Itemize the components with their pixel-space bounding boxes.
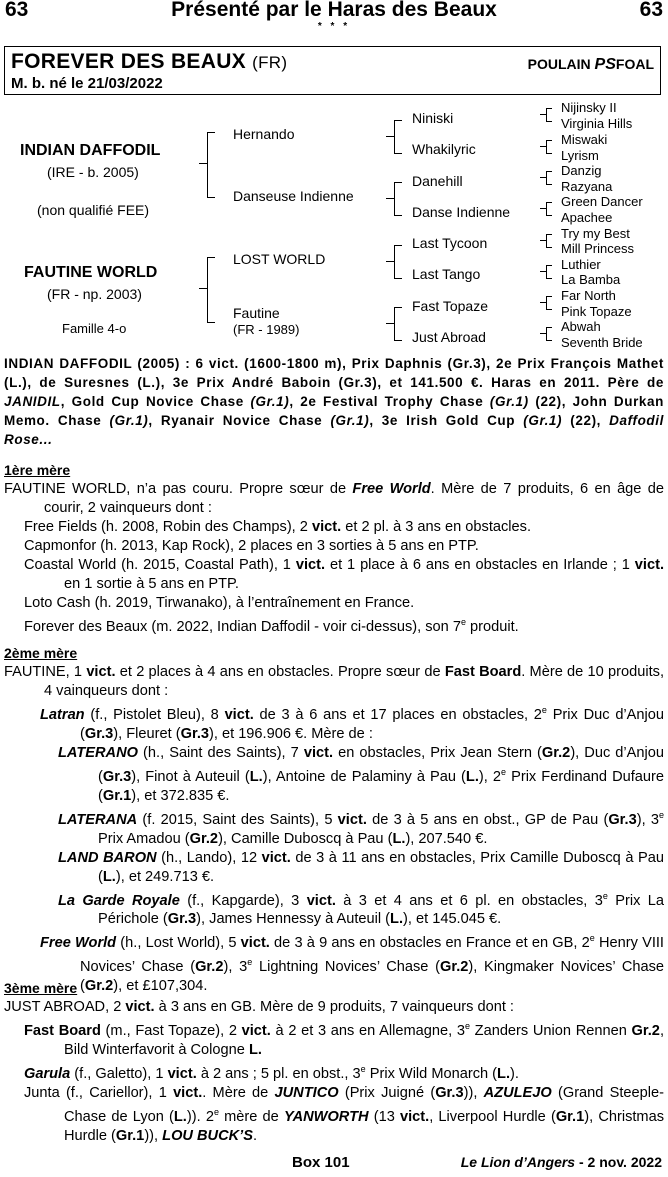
text: . [252, 1127, 258, 1144]
grade: L. [102, 868, 116, 885]
brace [546, 234, 552, 248]
produce-land-baron [4, 849, 664, 887]
text: . Mère de 7 produits, 6 en âge de courir, 2 vainqueurs dont : [44, 481, 664, 516]
text: ), Antoine de Palaminy à Pau ( [262, 768, 466, 785]
text: (f., Kapgarde), 3 [179, 892, 307, 909]
vict: vict. [241, 1022, 271, 1039]
vict: vict. [125, 999, 155, 1015]
first-dam-section [4, 461, 664, 637]
gen3-2: Whakilyric [412, 141, 476, 157]
sire-text: (22), [562, 413, 610, 428]
grade: L. [173, 1108, 187, 1125]
vict: vict. [240, 935, 270, 952]
text: )). 2 [186, 1108, 214, 1125]
grade: Gr.1 [555, 1108, 585, 1125]
garula: Garula [24, 1065, 71, 1082]
produce-la-garde-royale [4, 887, 664, 930]
gen4-8: Apachee [561, 210, 613, 225]
produce-latran [4, 701, 664, 744]
sup: e [658, 809, 664, 820]
gen4-15: Abwah [561, 319, 601, 334]
sire-text: INDIAN DAFFODIL (2005) : 6 vict. (1600-1800 m), Prix Daphnis (Gr.3), 2e Prix François Mathet (L.), de Suresnes (L.), 3e Prix André Baboin (Gr.3), et 141.500 €. Haras en 2011. Père de [4, 356, 664, 390]
text: et 2 pl. à 3 ans en obstacles. [341, 519, 532, 535]
produce-capmonfor: Capmonfor (h. 2013, Kap Rock), 2 places en 3 sorties à 5 ans en PTP. [24, 538, 479, 554]
gen3-7: Fast Topaze [412, 298, 489, 314]
sire-text: , 2e Festival Trophy Chase [289, 394, 490, 409]
free-world: Free World [40, 935, 117, 952]
text: Coastal World (h. 2015, Coastal Path), 1 [24, 557, 296, 573]
horse-country: (FR) [252, 53, 288, 72]
vict: vict. [634, 557, 664, 573]
sire-sire: Hernando [233, 126, 295, 142]
text: de 3 à 6 ans et 17 places en obstacles, 2 [253, 706, 542, 723]
text: ), 207.540 €. [405, 830, 488, 847]
gen4-3: Miswaki [561, 132, 608, 147]
foal-label: FOAL [615, 56, 654, 72]
text: , Liverpool Hurdle ( [429, 1108, 556, 1125]
brace-tick [386, 261, 394, 262]
header-stars: * * * [317, 21, 351, 32]
grade: Gr.2 [541, 744, 571, 761]
grade: L. [392, 830, 406, 847]
brace-tick [540, 240, 546, 241]
text: JUST ABROAD, 2 [4, 999, 126, 1015]
text: mère de [218, 1108, 284, 1125]
daffodil-rose: Daffodil Rose... [4, 413, 664, 447]
grade: L. [390, 911, 404, 928]
vict: vict. [311, 519, 342, 535]
dam-name: FAUTINE WORLD [24, 264, 158, 281]
vict: vict. [224, 706, 254, 723]
gen4-2: Virginia Hills [561, 116, 633, 131]
text: FAUTINE WORLD, n’a pas couru. Propre sœur de [4, 481, 353, 497]
text: FAUTINE, 1 [4, 664, 87, 680]
gen3-5: Last Tycoon [412, 235, 488, 251]
date: - 2 nov. 2022 [575, 1154, 662, 1170]
produce-junta [4, 1084, 664, 1146]
brace-tick [540, 302, 546, 303]
text: ). [510, 1065, 519, 1082]
gen4-5: Danzig [561, 163, 602, 178]
grade: (Gr.1) [109, 413, 149, 428]
yanworth: YANWORTH [283, 1108, 369, 1125]
sex-label: POULAIN [527, 56, 591, 72]
grade: (Gr.1) [330, 413, 370, 428]
third-dam-title: 3ème mère [4, 980, 78, 996]
brace-tick [199, 163, 207, 164]
text: Junta (f., Cariellor), 1 [24, 1084, 174, 1101]
text: (Grand Steeple-Chase de Lyon ( [64, 1084, 664, 1125]
sire-name: INDIAN DAFFODIL [20, 142, 161, 159]
brace-tick [386, 198, 394, 199]
text: en 1 sortie à 5 ans en PTP. [64, 576, 239, 592]
produce-coastal-world [4, 556, 664, 594]
third-dam-intro [4, 998, 664, 1017]
latran: Latran [40, 706, 85, 723]
text: produit. [465, 618, 519, 635]
text: ), 3 [636, 811, 659, 828]
sire-text: , Ryanair Novice Chase [148, 413, 331, 428]
text: Prix La Périchole ( [98, 892, 664, 928]
lou-bucks: LOU BUCK’S [162, 1127, 253, 1144]
text: à 3 ans en GB. Mère de 9 produits, 7 vainqueurs dont : [154, 999, 514, 1015]
text: à 3 et 4 ans et 6 pl. en obstacles, 3 [335, 892, 603, 909]
text: ), Duc d’Anjou ( [98, 744, 664, 785]
produce-laterana [4, 806, 664, 849]
brace-tick [386, 323, 394, 324]
text: ), James Hennessy à Auteuil ( [196, 911, 391, 928]
text: ), et 372.835 €. [131, 787, 230, 804]
brace [546, 171, 552, 185]
brace [394, 120, 402, 154]
vict: vict. [306, 892, 336, 909]
dam-dam: Fautine [233, 305, 280, 321]
laterano: LATERANO [58, 744, 138, 761]
text: Prix Wild Monarch ( [365, 1065, 498, 1082]
brace-tick [199, 288, 207, 289]
horse-name-text: FOREVER DES BEAUX [11, 50, 246, 73]
text: et 1 place à 6 ans en obstacles en Irlande ; 1 [325, 557, 635, 573]
vict: vict. [86, 664, 116, 680]
text: de 3 à 11 ans en obstacles, Prix Camille Duboscq à Pau ( [98, 849, 664, 885]
grade: Gr.1 [102, 787, 132, 804]
text: ), et 145.045 €. [403, 911, 502, 928]
third-dam-section [4, 979, 664, 1146]
brace-tick [540, 114, 546, 115]
text: et 2 places à 4 ans en obstacles. Propre sœur de [115, 664, 445, 680]
brace-tick [540, 208, 546, 209]
produce-loto-cash: Loto Cash (h. 2019, Tirwanako), à l’entraînement en France. [24, 595, 415, 611]
grade: Gr.2 [84, 978, 114, 995]
first-dam-title: 1ère mère [4, 462, 71, 478]
first-dam-intro [4, 480, 664, 518]
fast-board: Fast Board [444, 664, 522, 680]
text: (h., Lando), 12 [156, 849, 262, 866]
grade: L. [248, 1041, 262, 1058]
grade: L. [497, 1065, 511, 1082]
brace [394, 182, 402, 216]
grade: Gr.1 [115, 1127, 145, 1144]
gen4-7: Green Dancer [561, 194, 643, 209]
sup: e [247, 957, 253, 968]
grade: Gr.2 [189, 830, 219, 847]
gen4-9: Try my Best [561, 226, 630, 241]
text: )), [144, 1127, 163, 1144]
horse-sex [528, 56, 654, 74]
text: ), 3 [223, 959, 248, 976]
produce-free-fields [4, 518, 664, 537]
vict: vict. [261, 849, 291, 866]
text: ), Finot à Auteuil ( [131, 768, 250, 785]
lot-number-left: 63 [5, 0, 29, 21]
text: ), Camille Duboscq à Pau ( [218, 830, 393, 847]
sup: e [602, 890, 608, 901]
azulejo: AZULEJO [483, 1084, 552, 1101]
brace [546, 327, 552, 341]
grade: Gr.3 [167, 911, 197, 928]
brace [546, 265, 552, 279]
horse-box [4, 46, 661, 95]
text: de 3 à 9 ans en obstacles en France et en GB, 2 [269, 935, 590, 952]
grade: Gr.2 [440, 959, 469, 976]
text: en obstacles, Prix Jean Stern ( [333, 744, 542, 761]
vict: vict. [167, 1065, 197, 1082]
juntico: JUNTICO [274, 1084, 339, 1101]
sire-note: (non qualifié FEE) [37, 202, 150, 218]
text: Zanders Union Rennen [469, 1022, 632, 1039]
gen4-12: La Bamba [561, 272, 621, 287]
brace-tick [386, 136, 394, 137]
brace [207, 257, 215, 323]
text: ), Christmas Hurdle ( [64, 1108, 664, 1144]
dam-info: (FR - np. 2003) [47, 286, 142, 302]
venue: Le Lion d’Angers [460, 1154, 576, 1170]
text: Prix Duc d’Anjou ( [80, 706, 664, 742]
lot-number-right: 63 [639, 0, 663, 21]
text: (Prix Juigné ( [338, 1084, 436, 1101]
second-dam-section [4, 644, 664, 996]
produce-fast-board [4, 1017, 664, 1060]
vict: vict. [303, 744, 334, 761]
brace [394, 245, 402, 279]
dam-dam-info: (FR - 1989) [233, 322, 300, 337]
produce-garula [4, 1060, 664, 1084]
grade: Gr.2 [631, 1022, 660, 1039]
text: (13 [368, 1108, 400, 1125]
grade: L. [249, 768, 263, 785]
text: ), et 196.906 €. Mère de : [209, 725, 373, 742]
produce-forever [4, 613, 664, 637]
sup: e [589, 933, 595, 944]
text: de 3 à 5 ans en obst., GP de Pau ( [366, 811, 609, 828]
free-world: Free World [352, 481, 431, 497]
second-dam-title: 2ème mère [4, 645, 78, 661]
gen3-8: Just Abroad [412, 329, 486, 345]
sire-text: (22), John Durkan Memo. Chase [4, 394, 664, 428]
text: ), Kingmaker Novices’ Chase ( [80, 959, 665, 995]
gen4-1: Nijinsky II [561, 100, 617, 115]
text: (f., Galetto), 1 [70, 1065, 168, 1082]
text: (f. 2015, Saint des Saints), 5 [137, 811, 338, 828]
text: )), [463, 1084, 484, 1101]
text: Prix Amadou ( [98, 830, 190, 847]
horse-name [11, 50, 287, 74]
brace [546, 140, 552, 154]
brace [394, 307, 402, 341]
fast-board: Fast Board [24, 1022, 101, 1039]
text: (h., Saint des Saints), 7 [138, 744, 304, 761]
horse-birth: M. b. né le 21/03/2022 [11, 75, 163, 92]
brace-tick [540, 271, 546, 272]
brace-tick [540, 333, 546, 334]
gen4-6: Razyana [561, 179, 613, 194]
text: . Mère de 10 produits, 4 vainqueurs dont : [44, 664, 665, 699]
footer-venue [461, 1154, 662, 1170]
text: à 2 ans ; 5 pl. en obst., 3 [196, 1065, 361, 1082]
text: , Bild Winterfavorit à Cologne [64, 1022, 664, 1058]
la-garde-royale: La Garde Royale [58, 892, 180, 909]
pedigree [0, 100, 668, 350]
sire-text: , 3e Irish Gold Cup [369, 413, 524, 428]
grade: Gr.3 [102, 768, 132, 785]
vict: vict. [399, 1108, 430, 1125]
text: ), Fleuret ( [113, 725, 181, 742]
sire-paragraph [4, 354, 664, 449]
land-baron: LAND BARON [58, 849, 157, 866]
gen4-16: Seventh Bride [561, 335, 643, 350]
brace [546, 296, 552, 310]
grade: (Gr.1) [489, 394, 529, 409]
gen4-10: Mill Princess [561, 241, 634, 256]
gen4-13: Far North [561, 288, 616, 303]
text: ), 2 [478, 768, 502, 785]
dam-sire: LOST WORLD [233, 251, 326, 267]
sire-text: , Gold Cup Novice Chase [60, 394, 251, 409]
second-dam-intro [4, 663, 664, 701]
vict: vict. [173, 1084, 203, 1101]
page-header [0, 0, 668, 34]
text: . Mère de [202, 1084, 275, 1101]
text: (h., Lost World), 5 [116, 935, 241, 952]
grade: (Gr.1) [250, 394, 290, 409]
brace-tick [540, 177, 546, 178]
sup: e [213, 1106, 219, 1117]
text: Lightning Novices’ Chase ( [252, 959, 440, 976]
produce-laterano [4, 744, 664, 806]
sire-dam: Danseuse Indienne [233, 188, 354, 204]
page-title: Présenté par le Haras des Beaux [171, 0, 497, 21]
grade: Gr.3 [435, 1084, 464, 1101]
gen3-1: Niniski [412, 110, 454, 126]
ps-label: PS [594, 56, 616, 73]
brace-tick [540, 146, 546, 147]
vict: vict. [295, 557, 326, 573]
brace [207, 132, 215, 198]
grade: (Gr.1) [523, 413, 563, 428]
sup: e [460, 617, 466, 627]
sup: e [464, 1021, 470, 1031]
vict: vict. [337, 811, 367, 828]
footer-box: Box 101 [292, 1154, 350, 1171]
text: ), et £107,304. [113, 978, 208, 995]
gen3-4: Danse Indienne [412, 204, 511, 220]
text: Henry VIII Novices’ Chase ( [80, 935, 664, 976]
gen4-4: Lyrism [561, 148, 599, 163]
sup: e [501, 766, 507, 777]
text: à 2 et 3 ans en Allemagne, 3 [270, 1022, 465, 1039]
grade: Gr.3 [84, 725, 114, 742]
brace [546, 108, 552, 122]
gen3-6: Last Tango [412, 266, 481, 282]
text: (f., Pistolet Bleu), 8 [84, 706, 225, 723]
grade: L. [465, 768, 479, 785]
gen4-14: Pink Topaze [561, 304, 632, 319]
grade: Gr.2 [195, 959, 224, 976]
text: ), et 249.713 €. [115, 868, 215, 885]
text: Forever des Beaux (m. 2022, Indian Daffodil - voir ci-dessus), son 7 [24, 618, 461, 635]
laterana: LATERANA [58, 811, 138, 828]
text: Prix Ferdinand Dufaure ( [98, 768, 665, 804]
janidil: JANIDIL [4, 394, 61, 409]
sire-info: (IRE - b. 2005) [47, 164, 139, 180]
gen4-11: Luthier [561, 257, 601, 272]
grade: Gr.3 [608, 811, 637, 828]
sup: e [360, 1063, 366, 1074]
gen3-3: Danehill [412, 173, 463, 189]
text: (m., Fast Topaze), 2 [100, 1022, 242, 1039]
sup: e [541, 705, 547, 715]
text: Free Fields (h. 2008, Robin des Champs), 2 [24, 519, 312, 535]
grade: Gr.3 [180, 725, 209, 742]
brace [546, 202, 552, 216]
dam-family: Famille 4-o [62, 321, 127, 336]
